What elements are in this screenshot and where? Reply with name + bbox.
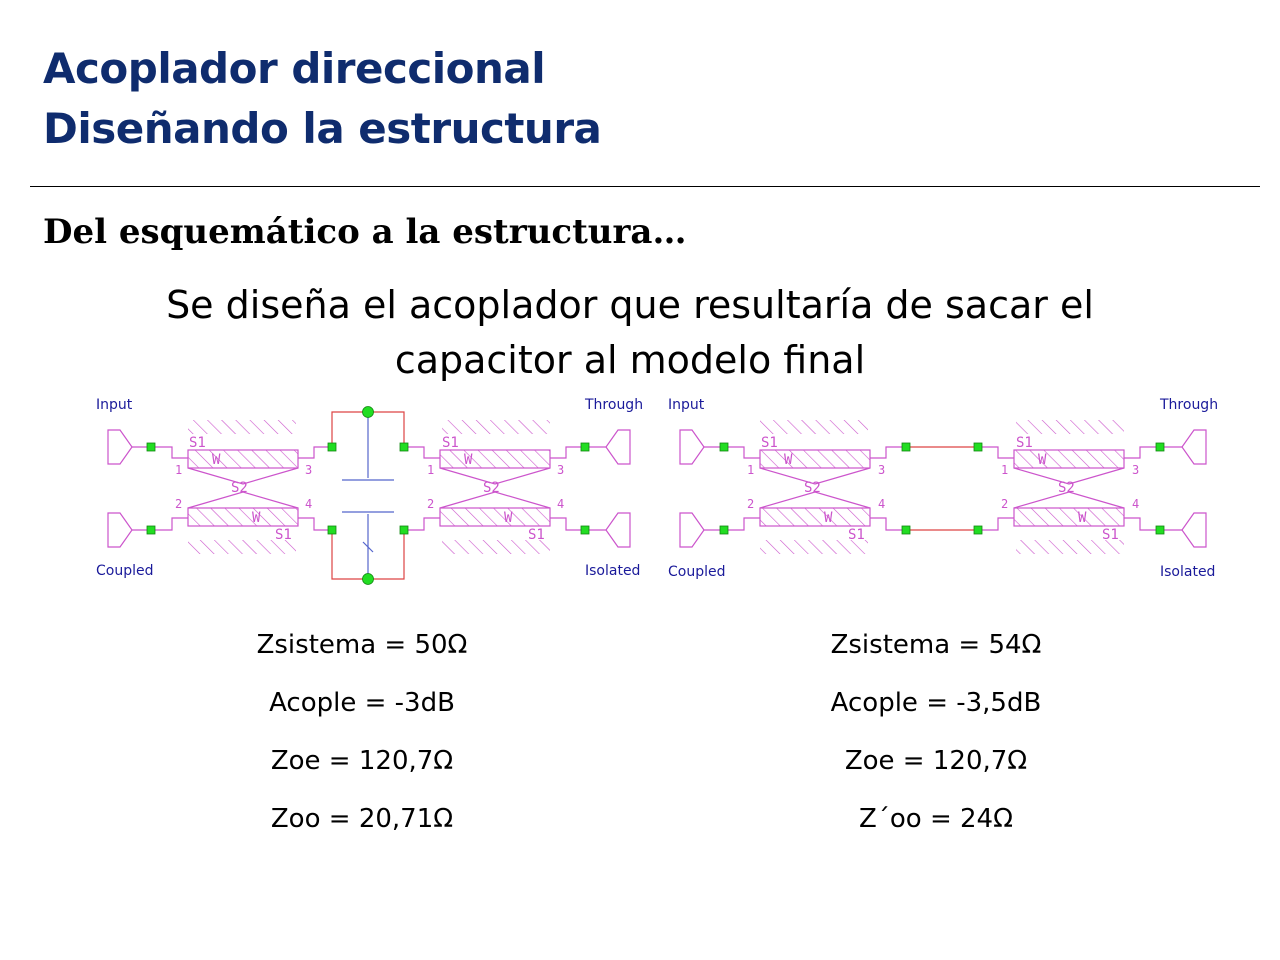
through-port-icon (1182, 430, 1206, 464)
coupled-line-bottom-b (1014, 508, 1124, 526)
w-label: W (252, 510, 261, 526)
s2-label: S2 (1058, 480, 1075, 496)
description-line-1: Se diseña el acoplador que resultaría de sacar el (166, 283, 1094, 327)
schematic-with-capacitor (80, 392, 650, 592)
input-label: Input (96, 397, 133, 413)
s2-label: S2 (804, 480, 821, 496)
port-number: 4 (305, 497, 313, 511)
title-line-1: Acoplador direccional (43, 44, 546, 93)
s2-label: S2 (231, 480, 248, 496)
param-zsistema: Zsistema = 54Ω (830, 630, 1042, 660)
s1-label: S1 (761, 435, 778, 451)
s1-label: S1 (442, 435, 459, 451)
port-number: 1 (747, 463, 755, 477)
s1-label: S1 (189, 435, 206, 451)
coupled-line-bottom-a (188, 508, 298, 526)
port-number: 2 (747, 497, 755, 511)
coupled-label: Coupled (96, 563, 154, 579)
section-subheading: Del esquemático a la estructura… (43, 212, 687, 252)
w-label: W (504, 510, 513, 526)
port-number: 4 (557, 497, 565, 511)
input-port-icon (680, 430, 704, 464)
s2-label: S2 (483, 480, 500, 496)
isolated-label: Isolated (585, 563, 641, 579)
port-number: 3 (305, 463, 313, 477)
s1-label: S1 (528, 527, 545, 543)
port-number: 4 (1132, 497, 1140, 511)
through-label: Through (1160, 397, 1219, 413)
params-right (736, 620, 1136, 852)
s1-label: S1 (848, 527, 865, 543)
isolated-port-icon (1182, 513, 1206, 547)
coupled-port-icon (680, 513, 704, 547)
port-number: 2 (1001, 497, 1009, 511)
param-zoe: Zoe = 120,7Ω (844, 746, 1028, 776)
w-label: W (1078, 510, 1087, 526)
coupled-line-top-b (440, 450, 550, 468)
port-number: 3 (557, 463, 565, 477)
input-port-icon (108, 430, 132, 464)
capacitor-icon (342, 412, 394, 579)
description (110, 278, 1150, 388)
description-line-2: capacitor al modelo final (394, 338, 866, 382)
w-label: W (464, 452, 473, 468)
port-number: 1 (175, 463, 183, 477)
port-number: 3 (1132, 463, 1140, 477)
header-divider (30, 186, 1260, 187)
isolated-port-icon (606, 513, 630, 547)
through-port-icon (606, 430, 630, 464)
port-number: 1 (1001, 463, 1009, 477)
coupled-line-top-b (1014, 450, 1124, 468)
title-line-2: Diseñando la estructura (43, 104, 602, 153)
param-zoo: Zoo = 20,71Ω (270, 804, 454, 834)
port-number: 4 (878, 497, 886, 511)
param-zoe: Zoe = 120,7Ω (270, 746, 454, 776)
s1-label: S1 (275, 527, 292, 543)
w-label: W (1038, 452, 1047, 468)
coupled-line-top-a (760, 450, 870, 468)
w-label: W (212, 452, 221, 468)
param-acople: Acople = -3,5dB (830, 688, 1042, 718)
coupled-line-bottom-a (760, 508, 870, 526)
coupled-port-icon (108, 513, 132, 547)
coupled-line-bottom-b (440, 508, 550, 526)
port-number: 3 (878, 463, 886, 477)
s1-label: S1 (1102, 527, 1119, 543)
schematic-without-capacitor (660, 392, 1230, 592)
coupled-label: Coupled (668, 564, 726, 580)
param-zsistema: Zsistema = 50Ω (256, 630, 468, 660)
w-label: W (824, 510, 833, 526)
s1-label: S1 (1016, 435, 1033, 451)
port-number: 2 (175, 497, 183, 511)
w-label: W (784, 452, 793, 468)
port-number: 1 (427, 463, 435, 477)
port-number: 2 (427, 497, 435, 511)
param-zoo: Z´oo = 24Ω (859, 804, 1013, 834)
through-label: Through (585, 397, 644, 413)
isolated-label: Isolated (1160, 564, 1216, 580)
coupled-line-top-a (188, 450, 298, 468)
params-left (162, 620, 562, 852)
input-label: Input (668, 397, 705, 413)
direct-connection (906, 447, 978, 530)
param-acople: Acople = -3dB (269, 688, 455, 718)
